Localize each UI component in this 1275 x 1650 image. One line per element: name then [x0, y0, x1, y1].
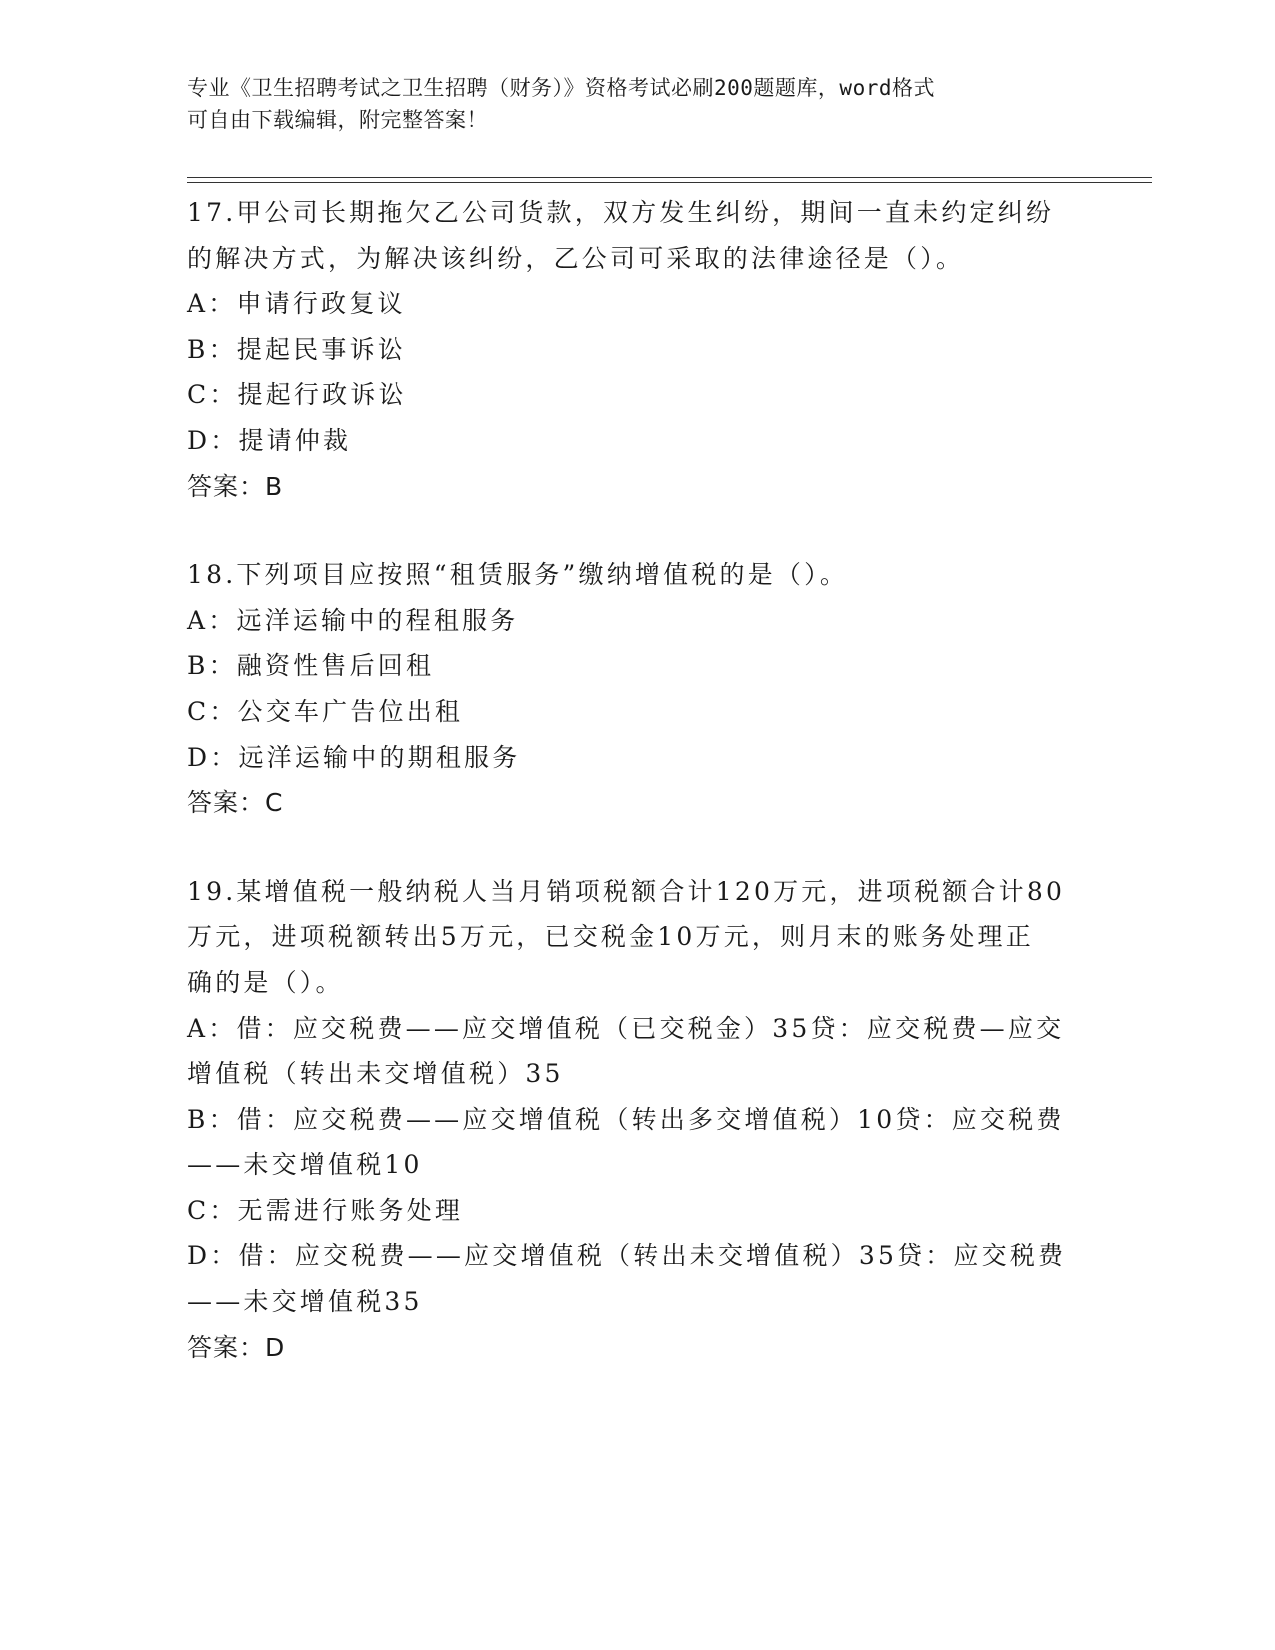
header-divider-top	[187, 177, 1152, 178]
option-b-continued: ——未交增值税10	[187, 1150, 423, 1180]
header-title-line-2: 可自由下载编辑，附完整答案！	[187, 108, 488, 132]
option-b: B：提起民事诉讼	[187, 334, 406, 364]
question-stem: 18.下列项目应按照“租赁服务”缴纳增值税的是（）。	[187, 560, 849, 590]
option-b: B：融资性售后回租	[187, 651, 435, 681]
option-a: A：借：应交税费——应交增值税（已交税金）35贷：应交税费—应交	[187, 1013, 1065, 1043]
option-b: B：借：应交税费——应交增值税（转出多交增值税）10贷：应交税费	[187, 1104, 1065, 1134]
question-stem: 的解决方式，为解决该纠纷，乙公司可采取的法律途径是（）。	[187, 243, 965, 273]
question-stem: 17.甲公司长期拖欠乙公司货款，双方发生纠纷，期间一直未约定纠纷	[187, 198, 1055, 227]
option-d: D：借：应交税费——应交增值税（转出未交增值税）35贷：应交税费	[187, 1241, 1067, 1271]
option-c: C：无需进行账务处理	[187, 1195, 464, 1225]
answer-key: 答案：D	[187, 1332, 286, 1362]
option-d: D：远洋运输中的期租服务	[187, 742, 521, 772]
document-header	[187, 72, 1087, 136]
option-d-continued: ——未交增值税35	[187, 1287, 423, 1317]
option-a-continued: 增值税（转出未交增值税）35	[187, 1059, 564, 1089]
option-a: A：远洋运输中的程租服务	[187, 605, 519, 635]
header-title-line-1: 专业《卫生招聘考试之卫生招聘（财务）》资格考试必刷200题题库，word格式	[187, 76, 935, 100]
question-19	[187, 869, 1087, 1371]
question-list	[187, 190, 1087, 1413]
option-a: A：申请行政复议	[187, 289, 406, 319]
option-c: C：公交车广告位出租	[187, 696, 464, 726]
question-17	[187, 190, 1087, 509]
answer-key: 答案：C	[187, 788, 284, 818]
question-18	[187, 552, 1087, 826]
question-stem: 19.某增值税一般纳税人当月销项税额合计120万元，进项税额合计80	[187, 876, 1066, 906]
answer-key: 答案：B	[187, 471, 284, 501]
option-d: D：提请仲裁	[187, 425, 352, 455]
header-divider-bottom	[187, 182, 1152, 183]
option-c: C：提起行政诉讼	[187, 380, 407, 410]
question-stem: 万元，进项税额转出5万元，已交税金10万元，则月末的账务处理正	[187, 922, 1034, 952]
question-stem: 确的是（）。	[187, 967, 344, 997]
